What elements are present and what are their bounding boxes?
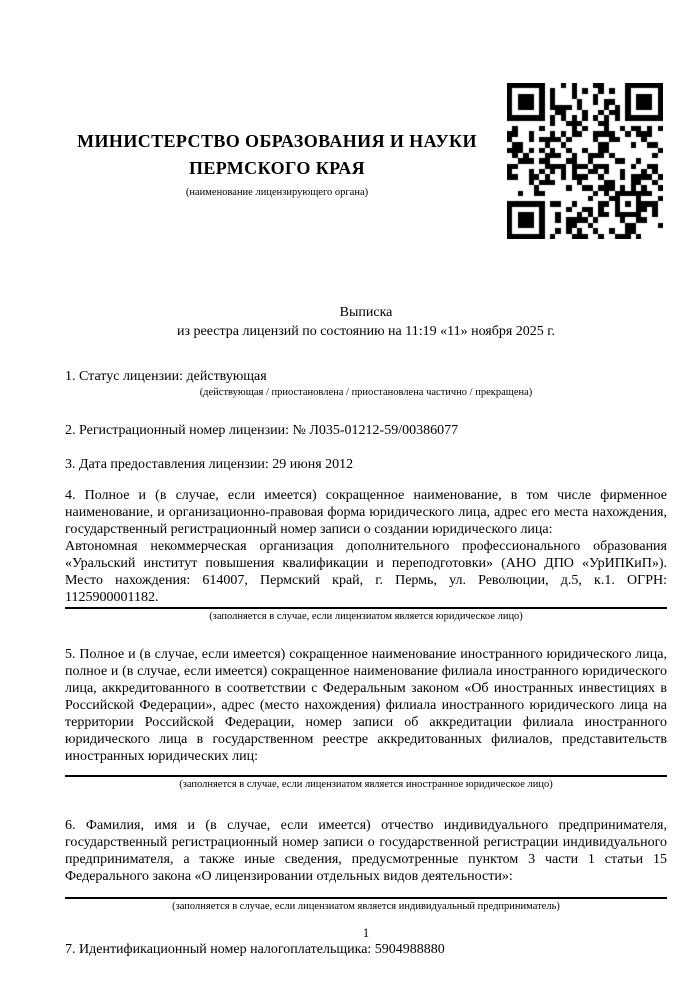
field-legal-entity-value: Автономная некоммерческая организация дополнительного профессионального образования «Уральский институт повышения квалификации и переподготовки» (АНО ДПО «УрИПКиП»). Место нахождения: 614007, Пермский край, г. Пермь, ул. Революции, д.5, к.1. ОГРН: 1125900001182.: [65, 539, 667, 605]
licensing-authority-block: [65, 128, 489, 200]
field-foreign-entity-caption: (заполняется в случае, если лицензиатом является иностранное юридическое лицо): [179, 779, 553, 790]
field-foreign-entity-label: 5. Полное и (в случае, если имеется) сокращенное наименование иностранного юридического лица, полное и (в случае, если имеется) сокращенное наименование филиала иностранного юридического лица, аккредитованного в соответствии с Федеральным законом «Об иностранных инвестициях в Российской Федерации», адрес (место нахождения) филиала иностранного юридического лица на территории Российской Федерации, номер записи об аккредитации филиала иностранного юридического лица в государственном реестре аккредитованных филиалов, представительств иностранных юридических лиц:: [65, 647, 667, 764]
field-license-status: 1. Статус лицензии: действующая: [65, 369, 267, 384]
field-license-status-caption: (действующая / приостановлена / приостановлена частично / прекращена): [199, 387, 533, 398]
ministry-name-line1: МИНИСТЕРСТВО ОБРАЗОВАНИЯ И НАУКИ: [77, 131, 477, 151]
field-registration-number: 2. Регистрационный номер лицензии: № Л035-01212-59/00386077: [65, 423, 459, 438]
ministry-caption: (наименование лицензирующего органа): [185, 187, 369, 198]
field-entrepreneur-label: 6. Фамилия, имя и (в случае, если имеется) отчество индивидуального предпринимателя, государственный регистрационный номер записи о государственной регистрации индивидуального предпринимателя, а также иные сведения, предусмотренные пунктом 3 части 1 статьи 15 Федерального закона «О лицензировании отдельных видов деятельности»:: [65, 818, 667, 884]
page-number: 1: [362, 926, 370, 940]
field-entrepreneur-caption: (заполняется в случае, если лицензиатом является индивидуальный предприниматель): [172, 901, 560, 912]
ministry-name-line2: ПЕРМСКОГО КРАЯ: [188, 158, 366, 178]
field-taxpayer-number: 7. Идентификационный номер налогоплательщика: 5904988880: [65, 942, 445, 957]
document-title-block: [65, 303, 667, 341]
field-legal-entity-label: 4. Полное и (в случае, если имеется) сокращенное наименование, в том числе фирменное наименование, и организационно-правовая форма юридического лица, адрес его места нахождения, государственный регистрационный номер записи о создании юридического лица:: [65, 488, 667, 537]
field-license-grant-date: 3. Дата предоставления лицензии: 29 июня 2012: [65, 457, 354, 472]
qr-code-icon: [507, 83, 663, 239]
field-legal-entity-caption: (заполняется в случае, если лицензиатом является юридическое лицо): [209, 611, 523, 622]
document-title-line1: Выписка: [339, 305, 393, 320]
document-title-line2: из реестра лицензий по состоянию на 11:19 «11» ноября 2025 г.: [177, 324, 555, 339]
document-body: [65, 368, 667, 958]
